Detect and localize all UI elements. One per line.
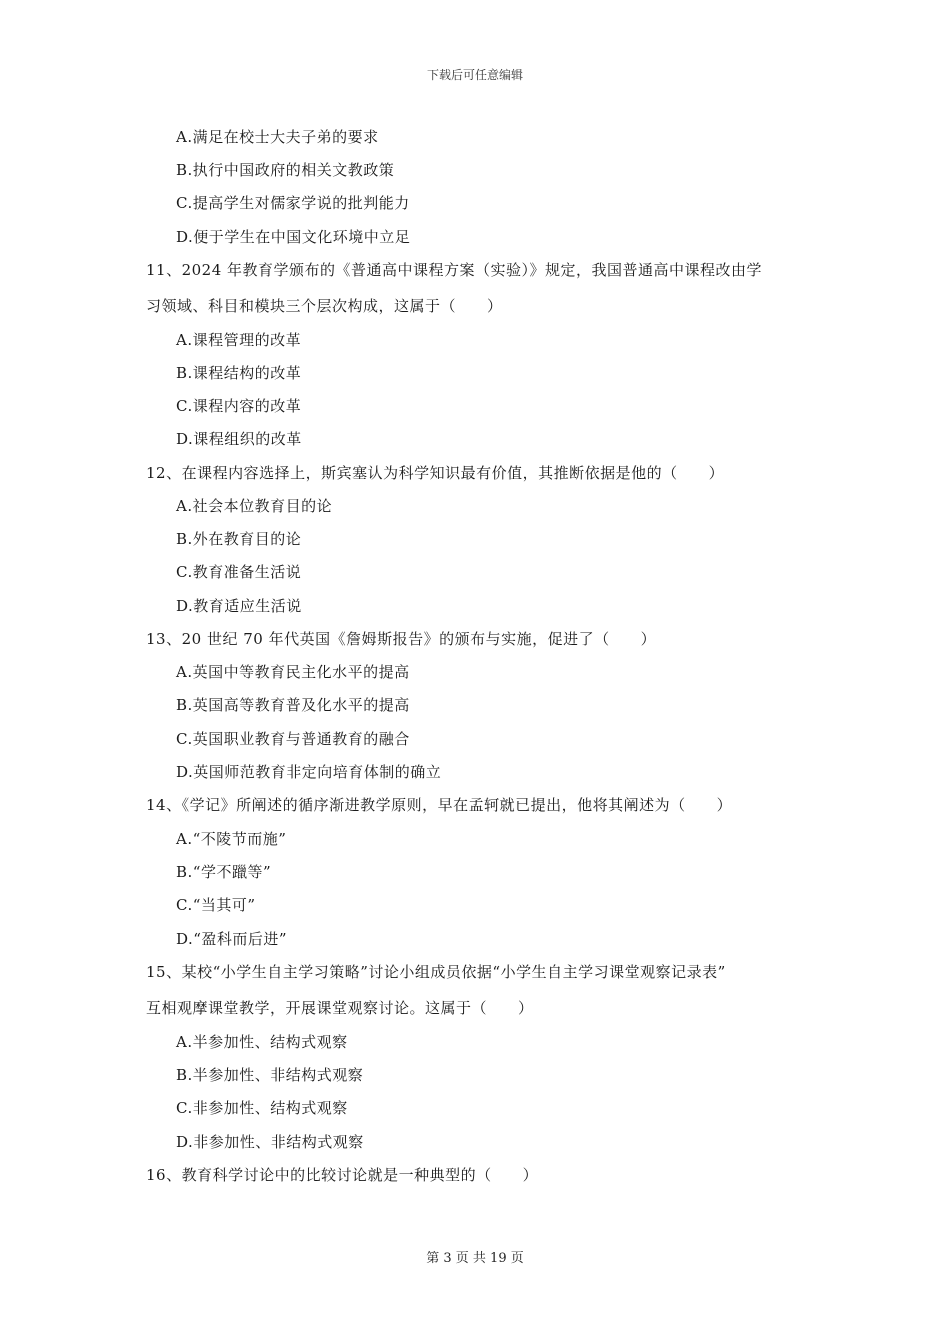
option-line: A.满足在校士大夫子弟的要求 — [176, 128, 379, 146]
option-line: B.外在教育目的论 — [176, 530, 302, 548]
option-line: B.英国高等教育普及化水平的提高 — [176, 696, 410, 714]
option-line: C.“当其可” — [176, 896, 256, 914]
option-line: A.英国中等教育民主化水平的提高 — [176, 663, 410, 681]
option-line: C.课程内容的改革 — [176, 397, 302, 415]
option-line: D.便于学生在中国文化环境中立足 — [176, 228, 411, 246]
question-line: 互相观摩课堂教学，开展课堂观察讨论。这属于（ ） — [146, 999, 534, 1017]
option-line: D.非参加性、非结构式观察 — [176, 1133, 364, 1151]
option-line: C.教育准备生活说 — [176, 563, 302, 581]
option-line: B.执行中国政府的相关文教政策 — [176, 161, 395, 179]
question-line: 16、教育科学讨论中的比较讨论就是一种典型的（ ） — [146, 1166, 539, 1184]
option-line: D.教育适应生活说 — [176, 597, 302, 615]
option-line: C.提高学生对儒家学说的批判能力 — [176, 194, 410, 212]
question-line: 13、20 世纪 70 年代英国《詹姆斯报告》的颁布与实施，促进了（ ） — [146, 630, 657, 648]
option-line: A.课程管理的改革 — [176, 331, 302, 349]
option-line: D.英国师范教育非定向培育体制的确立 — [176, 763, 442, 781]
option-line: D.课程组织的改革 — [176, 430, 302, 448]
page-header: 下载后可任意编辑 — [426, 68, 523, 82]
option-line: A.半参加性、结构式观察 — [176, 1033, 348, 1051]
question-line: 15、某校“小学生自主学习策略”讨论小组成员依据“小学生自主学习课堂观察记录表” — [146, 963, 726, 981]
option-line: C.英国职业教育与普通教育的融合 — [176, 730, 410, 748]
question-line: 习领域、科目和模块三个层次构成，这属于（ ） — [146, 297, 503, 315]
option-line: B.半参加性、非结构式观察 — [176, 1066, 364, 1084]
page-footer: 第 3 页 共 19 页 — [426, 1251, 524, 1266]
option-line: A.社会本位教育目的论 — [176, 497, 333, 515]
option-line: C.非参加性、结构式观察 — [176, 1099, 348, 1117]
option-line: B.“学不躐等” — [176, 863, 272, 881]
question-line: 11、2024 年教育学颁布的《普通高中课程方案（实验）》规定，我国普通高中课程改由学 — [146, 261, 763, 279]
option-line: A.“不陵节而施” — [176, 830, 287, 848]
question-line: 14、《学记》所阐述的循序渐进教学原则，早在孟轲就已提出，他将其阐述为（ ） — [146, 796, 733, 814]
question-line: 12、在课程内容选择上，斯宾塞认为科学知识最有价值，其推断依据是他的（ ） — [146, 464, 725, 482]
option-line: B.课程结构的改革 — [176, 364, 302, 382]
option-line: D.“盈科而后进” — [176, 930, 288, 948]
